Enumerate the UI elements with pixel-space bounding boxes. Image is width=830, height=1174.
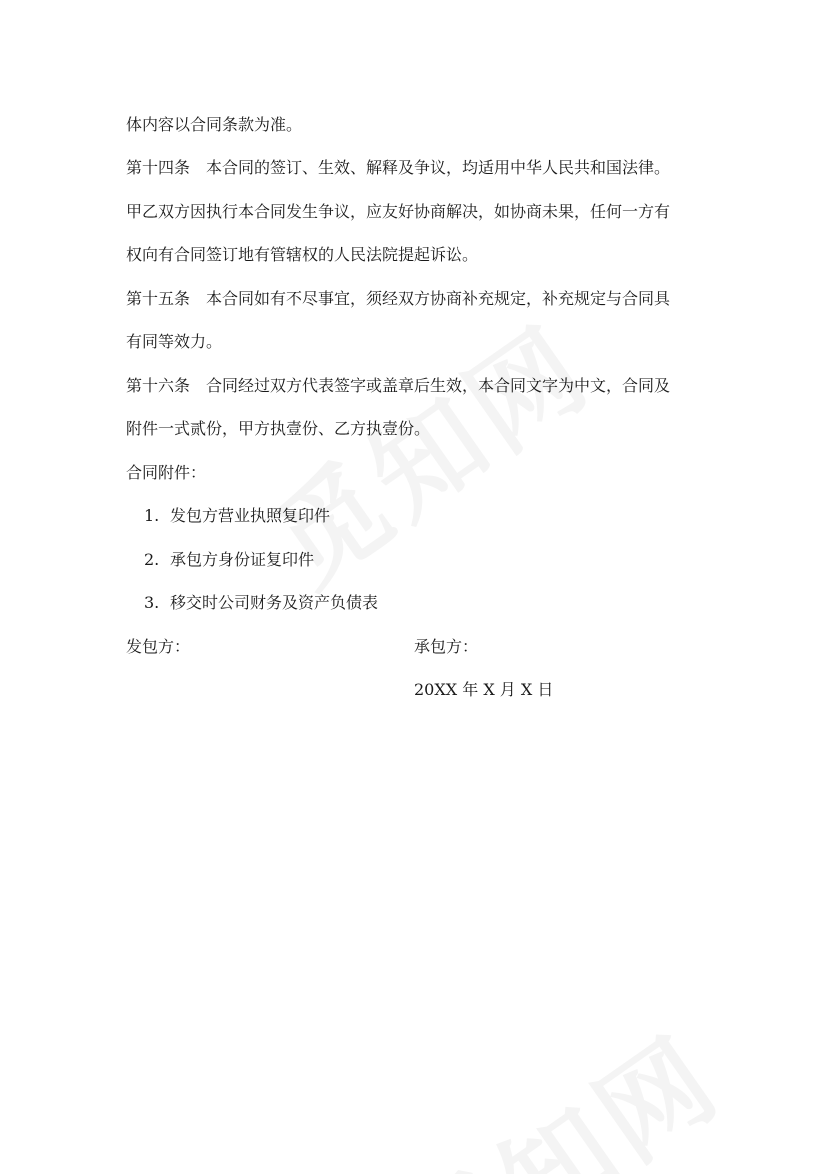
attachments-heading: 合同附件： bbox=[126, 463, 207, 482]
party-b-signature: 承包方： bbox=[414, 637, 479, 656]
attachment-text: 发包方营业执照复印件 bbox=[170, 506, 331, 525]
signature-date: 20XX 年 X 月 X 日 bbox=[414, 680, 554, 699]
party-a-signature: 发包方： bbox=[126, 637, 191, 656]
paragraph-line: 体内容以合同条款为准。 bbox=[126, 115, 303, 134]
paragraph-line: 权向有合同签订地有管辖权的人民法院提起诉讼。 bbox=[126, 245, 479, 264]
list-number: 2. bbox=[144, 550, 160, 569]
list-number: 3. bbox=[144, 593, 160, 612]
attachment-item bbox=[144, 505, 330, 527]
watermark bbox=[367, 993, 748, 1174]
paragraph-line: 附件一式贰份，甲方执壹份、乙方执壹份。 bbox=[126, 419, 431, 438]
clause-14: 第十四条 本合同的签订、生效、解释及争议，均适用中华人民共和国法律。 bbox=[126, 158, 671, 177]
paragraph-line: 有同等效力。 bbox=[126, 332, 223, 351]
clause-15: 第十五条 本合同如有不尽事宜，须经双方协商补充规定，补充规定与合同具 bbox=[126, 289, 671, 308]
clause-16: 第十六条 合同经过双方代表签字或盖章后生效，本合同文字为中文，合同及 bbox=[126, 376, 671, 395]
attachment-item bbox=[144, 549, 314, 571]
paragraph-line: 甲乙双方因执行本合同发生争议，应友好协商解决，如协商未果，任何一方有 bbox=[126, 202, 671, 221]
attachment-text: 移交时公司财务及资产负债表 bbox=[170, 593, 379, 612]
list-number: 1. bbox=[144, 506, 160, 525]
attachment-item bbox=[144, 592, 378, 614]
attachment-text: 承包方身份证复印件 bbox=[170, 550, 315, 569]
